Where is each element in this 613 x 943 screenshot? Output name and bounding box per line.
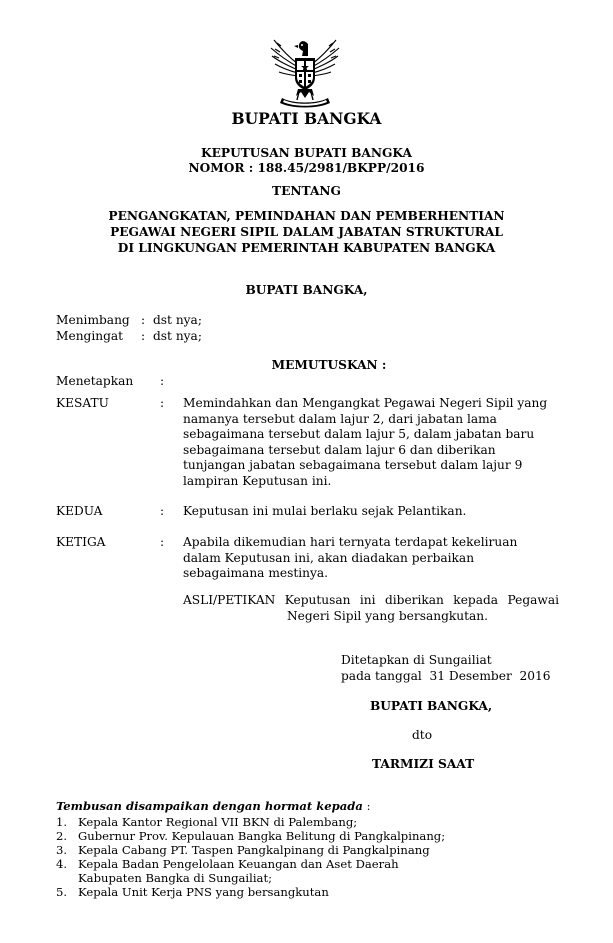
cc-item-text: Kepala Badan Pengelolaan Keuangan dan Aset Daerah xyxy=(78,857,399,871)
ketiga-line: Apabila dikemudian hari ternyata terdapat kekeliruan xyxy=(183,535,518,549)
kedua-label: KEDUA xyxy=(56,504,103,518)
cc-item-number: 1. xyxy=(56,815,68,829)
subject-line: DI LINGKUNGAN PEMERINTAH KABUPATEN BANGKA xyxy=(117,241,496,255)
menimbang-text: dst nya; xyxy=(153,313,202,327)
copy-note-line: ASLI/PETIKAN Keputusan ini diberikan kepada Pegawai xyxy=(183,593,559,607)
kesatu-line: namanya tersebut dalam lajur 2, dari jabatan lama xyxy=(183,411,497,426)
signature-date: pada tanggal 31 Desember 2016 xyxy=(341,669,551,683)
garuda-emblem xyxy=(268,34,342,110)
menimbang-label: Menimbang xyxy=(56,313,130,327)
signature-name: TARMIZI SAAT xyxy=(372,757,475,771)
kesatu-line: Memindahkan dan Mengangkat Pegawai Negeri Sipil yang xyxy=(183,396,548,410)
subject-line: PENGANGKATAN, PEMINDAHAN DAN PEMBERHENTIAN xyxy=(108,209,505,223)
decision-heading: MEMUTUSKAN : xyxy=(271,358,387,372)
cc-item-text: Kepala Cabang PT. Taspen Pangkalpinang di Pangkalpinang xyxy=(78,843,430,857)
cc-heading xyxy=(56,799,371,813)
decree-heading: KEPUTUSAN BUPATI BANGKA xyxy=(201,146,412,160)
menetapkan-label: Menetapkan xyxy=(56,374,134,388)
copy-note-line: Negeri Sipil yang bersangkutan. xyxy=(287,609,489,623)
kesatu-line: sebagaimana tersebut dalam lajur 5, dalam jabatan baru xyxy=(183,427,535,441)
signature-place: Ditetapkan di Sungailiat xyxy=(341,653,492,667)
issuer-heading: BUPATI BANGKA, xyxy=(245,283,368,297)
menimbang-colon: : xyxy=(141,313,146,327)
kesatu-line: tunjangan jabatan sebagaimana tersebut dalam lajur 9 xyxy=(183,458,523,472)
kesatu-text xyxy=(183,396,559,489)
decree-number: NOMOR : 188.45/2981/BKPP/2016 xyxy=(188,161,425,175)
cc-item-text: Kepala Unit Kerja PNS yang bersangkutan xyxy=(78,885,329,899)
kesatu-label: KESATU xyxy=(56,396,109,410)
kedua-colon: : xyxy=(160,504,165,518)
cc-item-number: 4. xyxy=(56,857,68,871)
cc-item-text: Gubernur Prov. Kepulauan Bangka Belitung di Pangkalpinang; xyxy=(78,829,446,843)
ketiga-colon: : xyxy=(160,535,165,549)
kedua-text: Keputusan ini mulai berlaku sejak Pelantikan. xyxy=(183,504,467,518)
mengingat-colon: : xyxy=(141,329,146,343)
cc-item-number: 3. xyxy=(56,843,68,857)
ketiga-text xyxy=(183,535,559,582)
ketiga-line: dalam Keputusan ini, akan diadakan perbaikan xyxy=(183,550,475,565)
cc-item-number: 2. xyxy=(56,829,68,843)
about-label: TENTANG xyxy=(272,184,341,198)
menetapkan-colon: : xyxy=(160,374,165,388)
ketiga-line: sebagaimana mestinya. xyxy=(183,566,329,580)
regent-title: BUPATI BANGKA xyxy=(231,109,382,128)
kesatu-line: lampiran Keputusan ini. xyxy=(183,473,332,488)
kesatu-line: sebagaimana tersebut dalam lajur 6 dan diberikan xyxy=(183,442,496,457)
cc-item-text: Kepala Kantor Regional VII BKN di Palembang; xyxy=(78,815,358,829)
mengingat-text: dst nya; xyxy=(153,329,202,343)
subject-line: PEGAWAI NEGERI SIPIL DALAM JABATAN STRUKTURAL xyxy=(110,225,503,239)
mengingat-label: Mengingat xyxy=(56,329,124,343)
cc-item-number: 5. xyxy=(56,885,68,899)
cc-heading-colon: : xyxy=(362,799,371,813)
signature-dto: dto xyxy=(412,728,433,742)
kesatu-colon: : xyxy=(160,396,165,410)
cc-item-text: Kabupaten Bangka di Sungailiat; xyxy=(78,871,273,885)
cc-heading-text: Tembusan disampaikan dengan hormat kepada xyxy=(56,799,363,813)
ketiga-label: KETIGA xyxy=(56,535,106,549)
signature-title: BUPATI BANGKA, xyxy=(370,699,493,713)
